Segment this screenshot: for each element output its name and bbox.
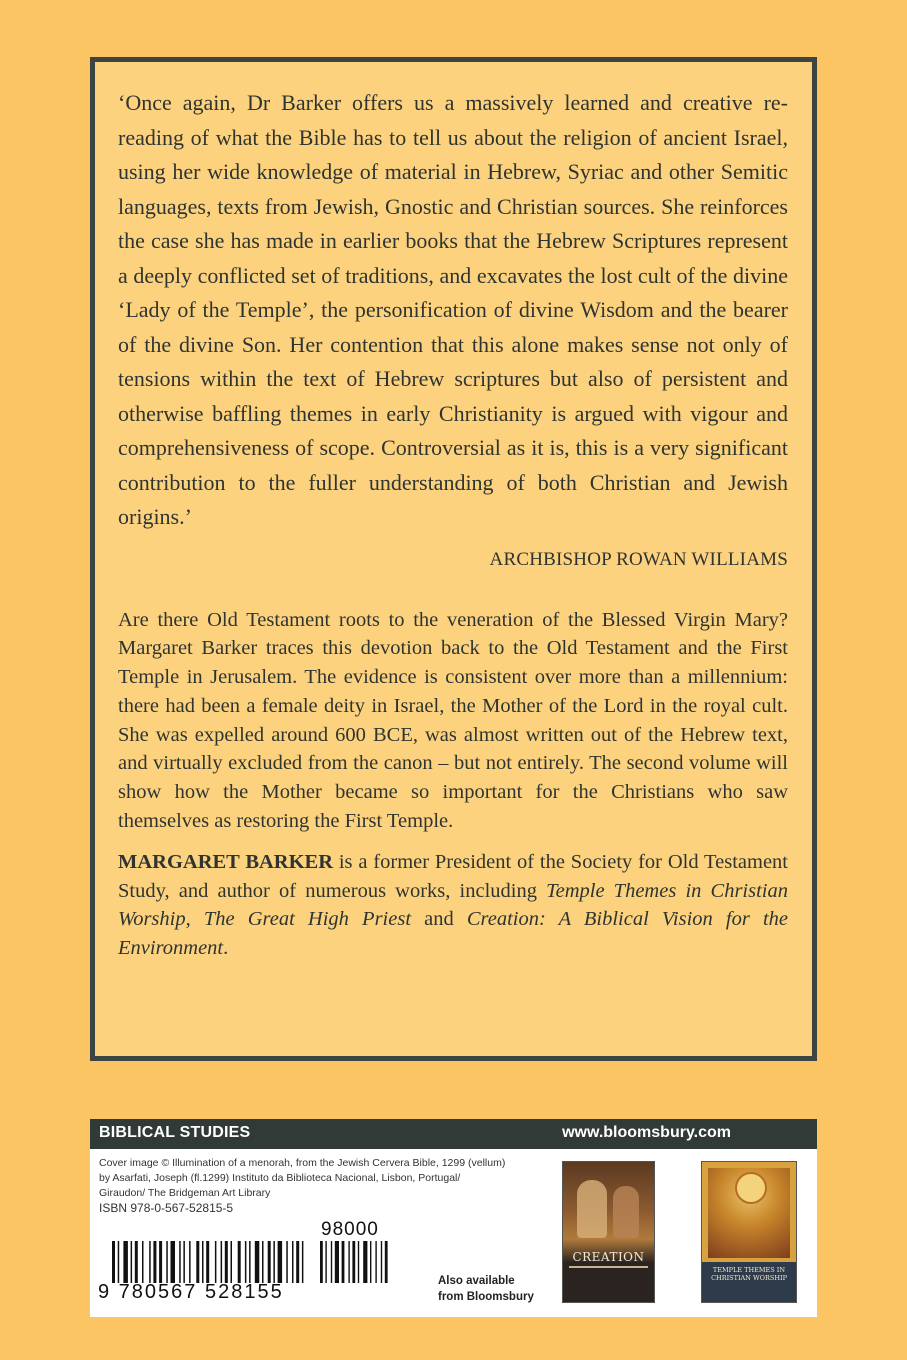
bio-work-2: Creation: A Biblical Vision for the Environment: [118, 908, 788, 960]
bio-text-1: is a former President of the Society for Old Testament Study, and author of numerous works, including: [118, 850, 788, 902]
book-cover-creation-title: CREATION: [572, 1250, 645, 1264]
barcode-area: [98, 1219, 438, 1311]
bio-text-3: .: [223, 937, 229, 960]
category-label: BIBLICAL STUDIES: [99, 1124, 251, 1141]
book-blurb: Are there Old Testament roots to the veneration of the Blessed Virgin Mary? Margaret Barker traces this devotion back to the Old Testament and the First Temple in Jerusalem. The evidence is consistent over more than a millennium: there had been a female deity in Israel, the Mother of the Lord in the royal cult. She was expelled around 600 BCE, was almost written out of the Hebrew text, and virtually excluded from the canon – but not entirely. The second volume will show how the Mother became so important for the Christians who saw themselves as restoring the First Temple.: [118, 608, 788, 833]
barcode-icon: [98, 1219, 438, 1283]
price-code: 98000: [321, 1219, 379, 1240]
review-attribution: ARCHBISHOP ROWAN WILLIAMS: [489, 548, 788, 570]
author-bio: [118, 848, 788, 963]
bio-text-2: and: [411, 908, 467, 931]
review-quote: ‘Once again, Dr Barker offers us a massively learned and creative re-reading of what the Bible has to tell us about the religion of ancient Israel, using her wide knowledge of material in Hebrew, Syriac and other Semitic languages, texts from Jewish, Gnostic and Christian sources. She reinforces the case she has made in earlier books that the Hebrew Scriptures represent a deeply conflicted set of traditions, and excavates the lost cult of the divine ‘Lady of the Temple’, the personification of divine Wisdom and the bearer of the divine Son. Her contention that this alone makes sense not only of tensions within the text of Hebrew scriptures but also of persistent and otherwise baffling themes in early Christianity is argued with vigour and comprehensiveness of scope. Controversial as it is, this is a very significant contribution to the fuller understanding of both Christian and Jewish origins.’: [118, 90, 788, 529]
category-bar: [90, 1119, 817, 1149]
publisher-website[interactable]: www.bloomsbury.com: [562, 1124, 731, 1141]
isbn: ISBN 978-0-567-52815-5: [99, 1201, 234, 1215]
back-cover-text: [118, 86, 788, 963]
bio-work-1: Temple Themes in Christian Worship, The Great High Priest: [118, 879, 788, 931]
cover-credit: Cover image © Illumination of a menorah, from the Jewish Cervera Bible, 1299 (vellum) by Asarfati, Joseph (fl.1299) Instituto da Biblioteca Nacional, Lisbon, Portugal/ Giraudon/ The Bridgeman Art Library: [99, 1157, 506, 1199]
book-cover-temple-themes-title: TEMPLE THEMES IN CHRISTIAN WORSHIP: [711, 1266, 787, 1282]
book-cover-temple-themes[interactable]: [702, 1162, 796, 1302]
footer-panel: [90, 1119, 817, 1317]
author-name: MARGARET BARKER: [118, 850, 334, 873]
barcode-number: 9 780567 528155: [98, 1281, 284, 1303]
also-available-label: Also available from Bloomsbury: [438, 1275, 534, 1303]
book-cover-creation[interactable]: [563, 1162, 654, 1302]
